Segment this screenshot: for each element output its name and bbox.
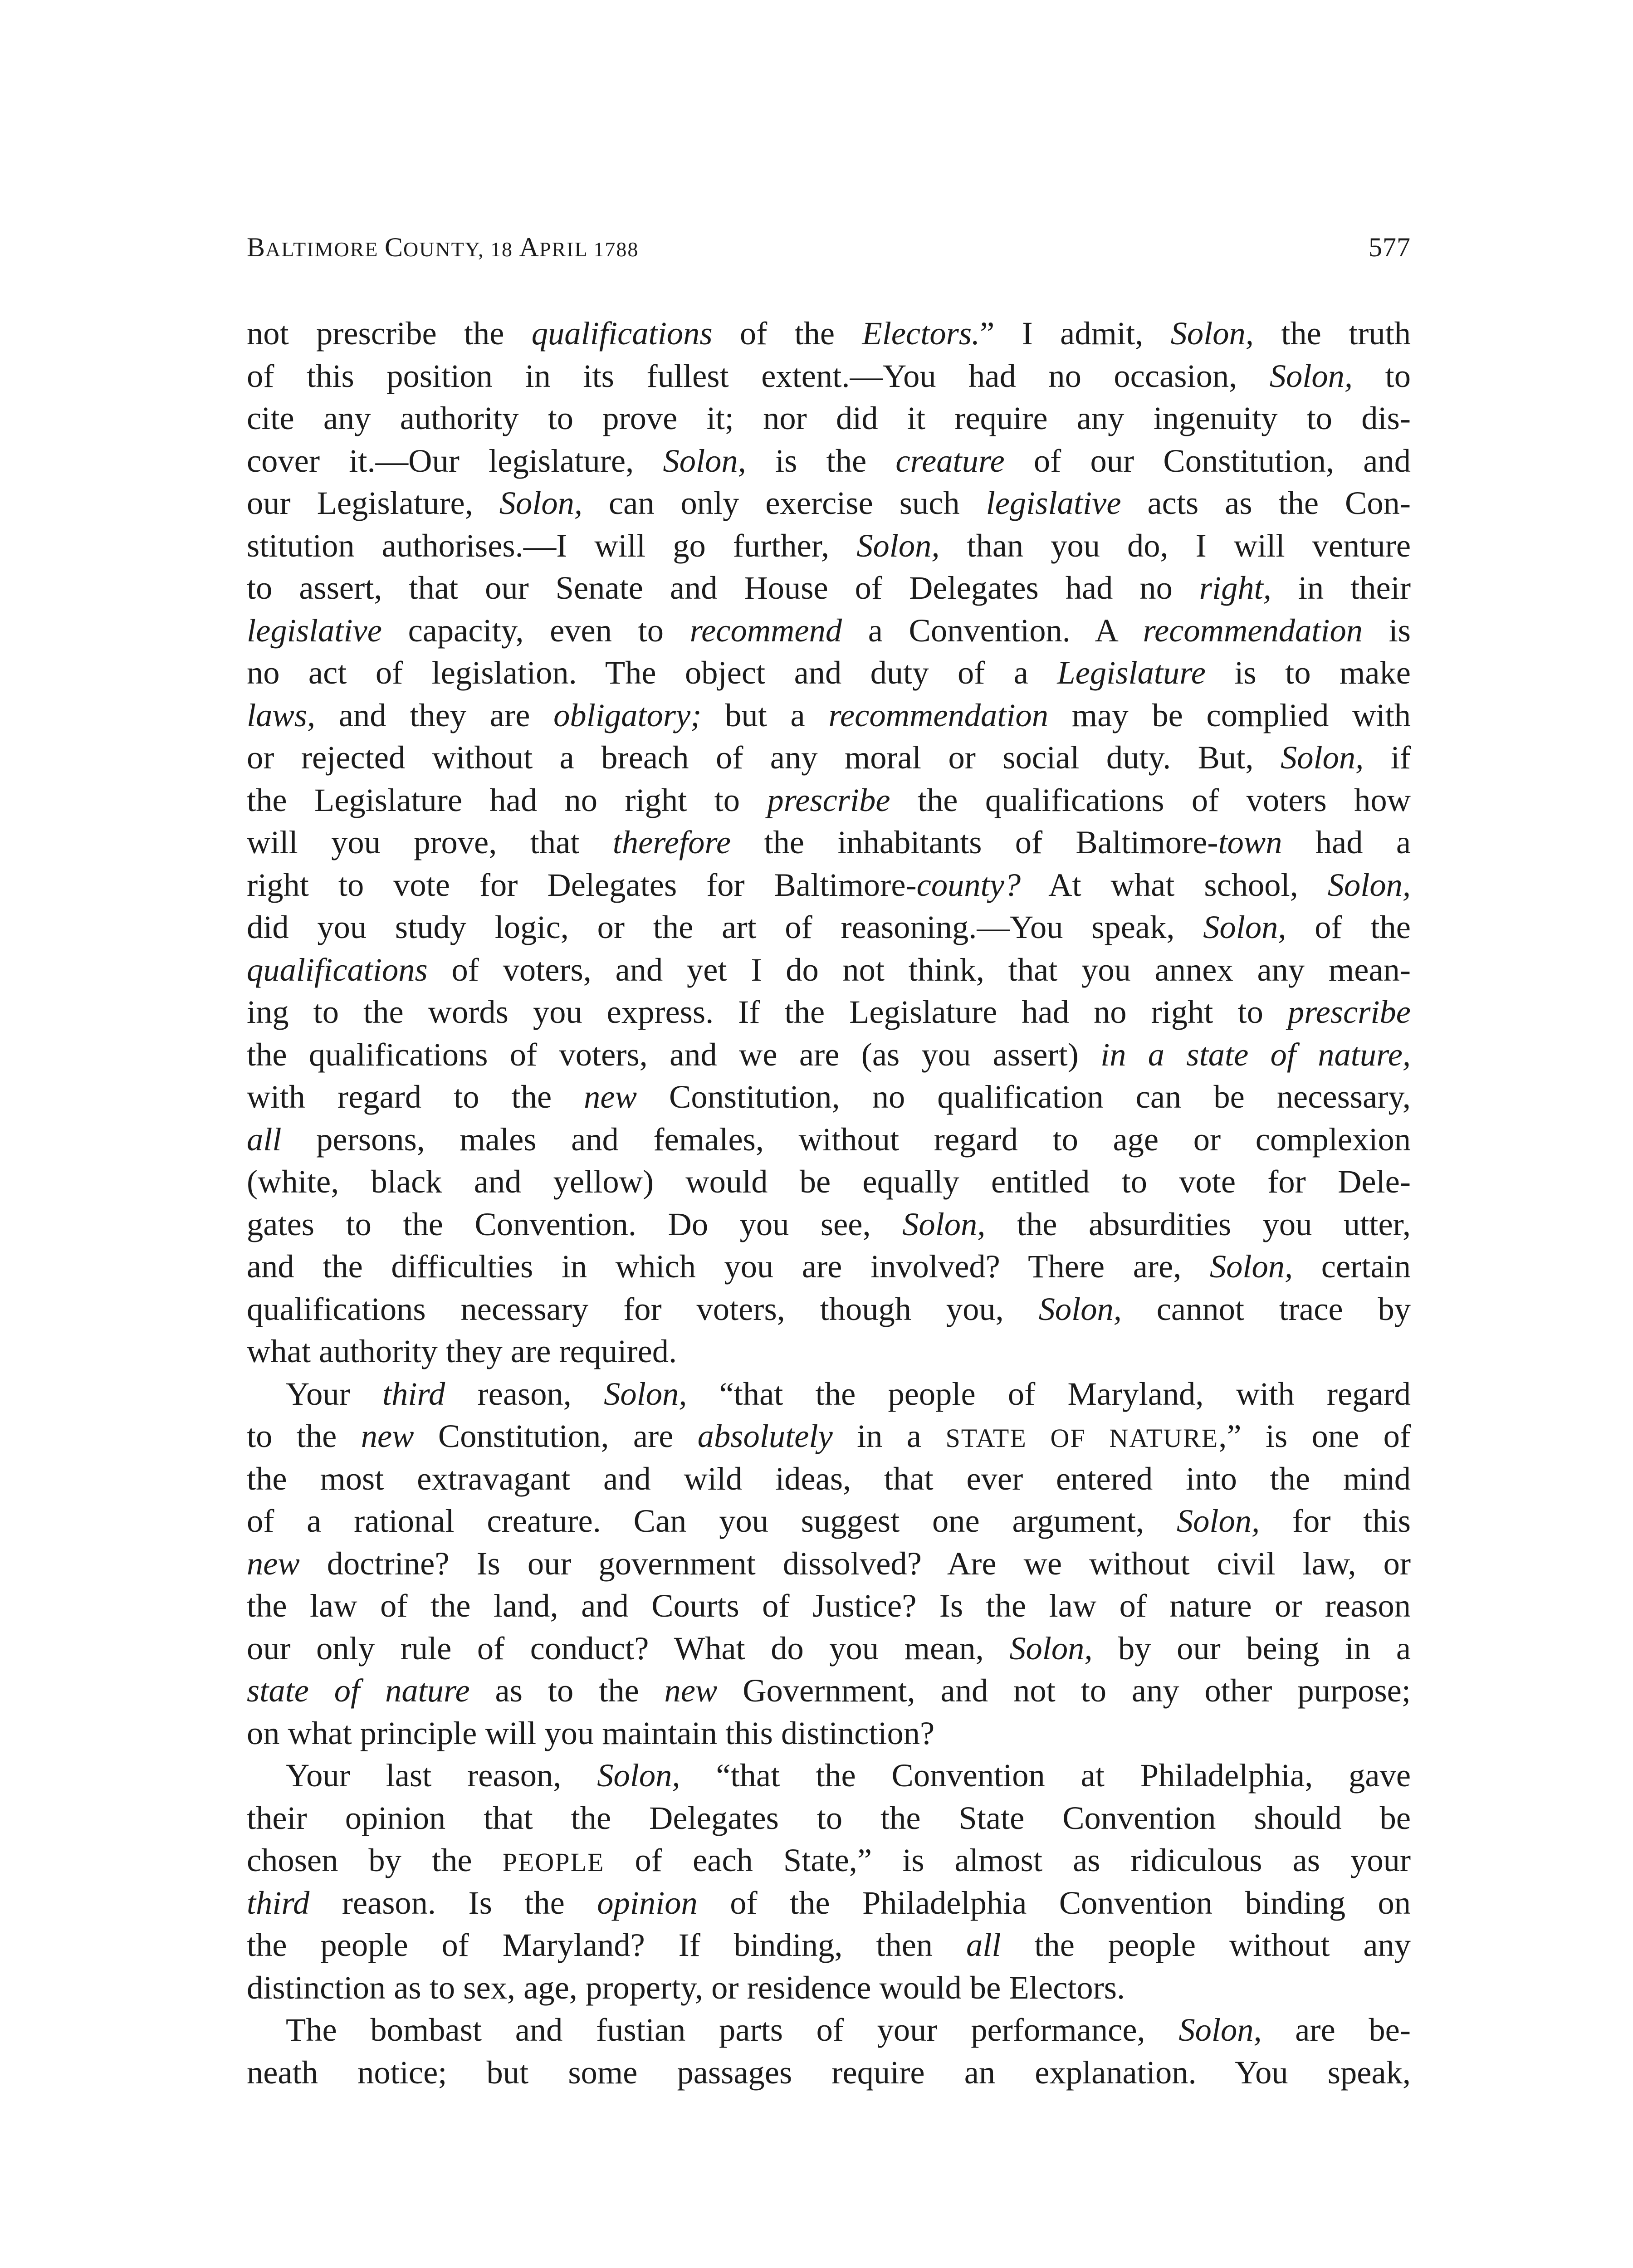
text-line: third reason. Is the opinion of the Philadelphia Convention binding on — [247, 1884, 1411, 1921]
text-line: their opinion that the Delegates to the State Convention should be — [247, 1799, 1411, 1836]
text-line: what authority they are required. — [247, 1333, 677, 1369]
text-line: legislative capacity, even to recommend a Convention. A recommendation is — [247, 611, 1411, 649]
running-head-title-part: B — [247, 232, 266, 262]
text-line: cover it.—Our legislature, Solon, is the creature of our Constitution, and — [247, 442, 1411, 479]
text-line: ing to the words you express. If the Legislature had no right to prescribe — [247, 993, 1411, 1030]
text-line: with regard to the new Constitution, no qualification can be necessary, — [247, 1078, 1411, 1115]
text-line: the law of the land, and Courts of Justice? Is the law of nature or reason — [247, 1587, 1411, 1624]
running-head-title-part: C — [384, 232, 403, 262]
text-line: no act of legislation. The object and duty of a Legislature is to make — [247, 654, 1411, 691]
text-line: (white, black and yellow) would be equally entitled to vote for Dele- — [247, 1163, 1411, 1200]
text-line: on what principle will you maintain this distinction? — [247, 1714, 935, 1751]
running-head — [247, 222, 1411, 272]
text-line: laws, and they are obligatory; but a recommendation may be complied with — [247, 696, 1411, 733]
text-line: state of nature as to the new Government, and not to any other purpose; — [247, 1672, 1411, 1709]
text-line: chosen by the PEOPLE of each State,” is almost as ridiculous as your — [247, 1842, 1411, 1878]
running-head-title — [247, 222, 639, 274]
text-line: qualifications of voters, and yet I do not think, that you annex any mean- — [247, 951, 1411, 988]
text-line: of this position in its fullest extent.—You had no occasion, Solon, to — [247, 357, 1411, 394]
text-line: distinction as to sex, age, property, or residence would be Electors. — [247, 1969, 1125, 2006]
text-line: Your third reason, Solon, “that the people of Maryland, with regard — [286, 1375, 1411, 1412]
text-line: or rejected without a breach of any moral or social duty. But, Solon, if — [247, 739, 1411, 776]
text-line: our Legislature, Solon, can only exercise such legislative acts as the Con- — [247, 484, 1411, 521]
running-head-title-part: A — [519, 232, 539, 262]
text-line: the Legislature had no right to prescribe the qualifications of voters how — [247, 781, 1411, 818]
text-line: The bombast and fustian parts of your performance, Solon, are be- — [286, 2011, 1411, 2048]
text-line: the qualifications of voters, and we are (as you assert) in a state of nature, — [247, 1036, 1411, 1073]
text-line: stitution authorises.—I will go further, Solon, than you do, I will venture — [247, 527, 1411, 564]
text-line: will you prove, that therefore the inhabitants of Baltimore-town had a — [247, 824, 1411, 860]
text-line: our only rule of conduct? What do you mean, Solon, by our being in a — [247, 1629, 1411, 1667]
text-line: of a rational creature. Can you suggest one argument, Solon, for this — [247, 1502, 1411, 1539]
text-line: cite any authority to prove it; nor did it require any ingenuity to dis- — [247, 400, 1411, 436]
text-line: the people of Maryland? If binding, then all the people without any — [247, 1926, 1411, 1963]
text-line: qualifications necessary for voters, though you, Solon, cannot trace by — [247, 1290, 1411, 1327]
running-head-title-part: OUNTY, 18 — [403, 238, 519, 261]
text-line: not prescribe the qualifications of the Electors.” I admit, Solon, the truth — [247, 315, 1411, 352]
text-line: did you study logic, or the art of reasoning.—You speak, Solon, of the — [247, 909, 1411, 945]
text-line: to the new Constitution, are absolutely in a STATE OF NATURE,” is one of — [247, 1418, 1411, 1454]
text-line: neath notice; but some passages require an explanation. You speak, — [247, 2053, 1411, 2091]
text-line: right to vote for Delegates for Baltimore-county? At what school, Solon, — [247, 866, 1411, 903]
running-head-title-part: ALTIMORE — [265, 238, 385, 261]
text-line: all persons, males and females, without regard to age or complexion — [247, 1120, 1411, 1158]
text-line: gates to the Convention. Do you see, Solon, the absurdities you utter, — [247, 1205, 1411, 1242]
text-line: to assert, that our Senate and House of Delegates had no right, in their — [247, 569, 1411, 606]
text-line: the most extravagant and wild ideas, that ever entered into the mind — [247, 1460, 1411, 1497]
page-number: 577 — [1369, 232, 1411, 262]
body-text — [247, 312, 1411, 2093]
text-line: and the difficulties in which you are involved? There are, Solon, certain — [247, 1248, 1411, 1285]
running-head-title-part: PRIL 1788 — [539, 238, 639, 261]
text-line: new doctrine? Is our government dissolved? Are we without civil law, or — [247, 1545, 1411, 1582]
text-line: Your last reason, Solon, “that the Convention at Philadelphia, gave — [286, 1757, 1411, 1794]
